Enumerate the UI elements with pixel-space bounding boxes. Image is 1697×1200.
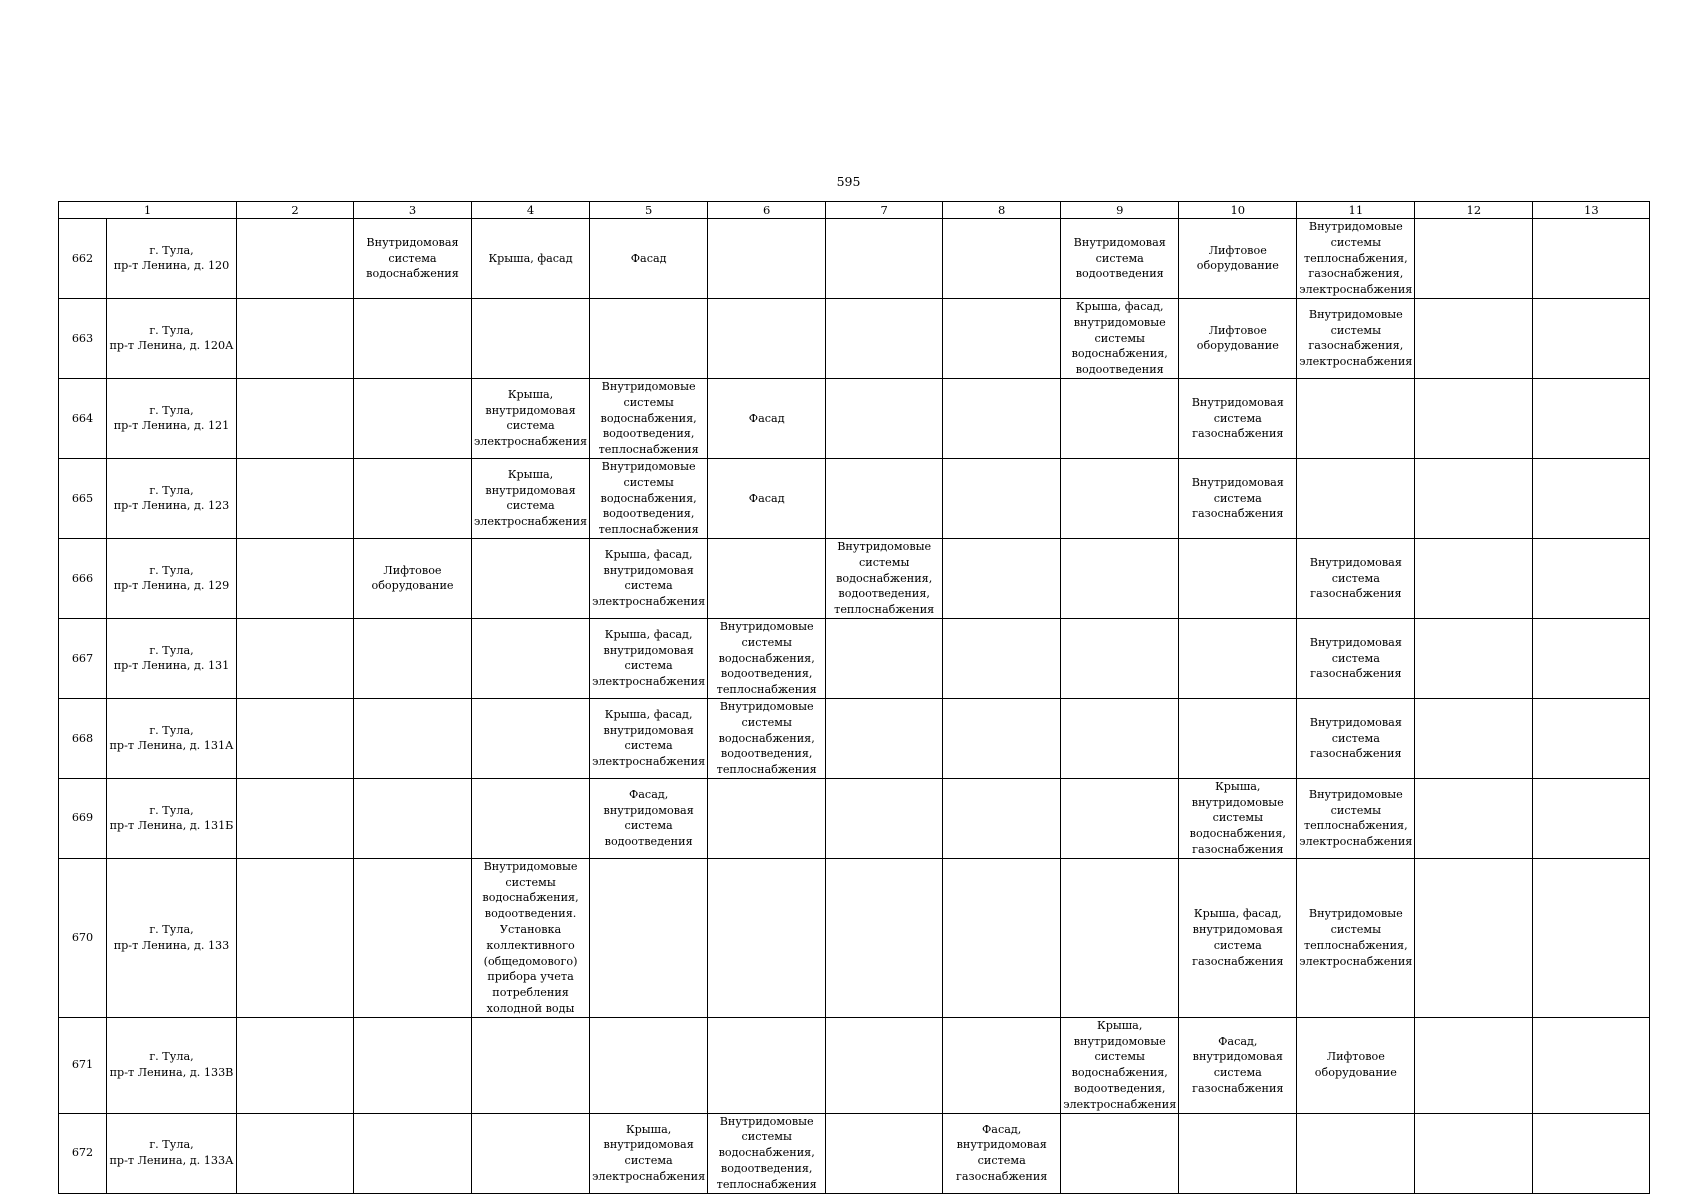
work-cell-col-5 — [590, 298, 708, 378]
work-text: Внутридомовая система газоснабжения — [1309, 715, 1402, 761]
work-cell-col-4 — [472, 858, 590, 1017]
work-cell-col-5 — [590, 698, 708, 778]
work-cell-col-5 — [590, 378, 708, 458]
work-cell-col-6 — [708, 618, 826, 698]
work-text: Фасад, внутридомовая система водоотведения — [603, 787, 694, 849]
work-text: Внутридомовые системы водоснабжения, водоотведения, теплоснабжения — [834, 539, 935, 617]
work-cell-col-10 — [1179, 858, 1297, 1017]
work-cell-col-7 — [826, 778, 943, 858]
row-number-cell: 665 — [59, 458, 107, 538]
column-number-cell: 8 — [943, 202, 1061, 219]
address-cell — [107, 1113, 237, 1193]
work-cell-col-13 — [1533, 538, 1650, 618]
work-cell-col-9 — [1061, 538, 1179, 618]
work-cell-col-11 — [1297, 378, 1415, 458]
work-text: Внутридомовые системы теплоснабжения, электроснабжения — [1299, 907, 1413, 968]
work-text: Внутридомовая система газоснабжения — [1309, 635, 1402, 681]
table-row — [59, 378, 1650, 458]
work-cell-col-8 — [943, 298, 1061, 378]
work-text: Фасад — [748, 491, 785, 505]
work-cell-col-5 — [590, 219, 708, 299]
work-cell-col-3 — [354, 378, 472, 458]
work-text: Фасад, внутридомовая система газоснабжения — [1192, 1034, 1284, 1096]
work-cell-col-6 — [708, 538, 826, 618]
work-cell-col-9 — [1061, 219, 1179, 299]
work-cell-col-4 — [472, 458, 590, 538]
work-text: Внутридомовые системы газоснабжения, электроснабжения — [1299, 307, 1413, 369]
work-cell-col-12 — [1415, 538, 1533, 618]
work-cell-col-12 — [1415, 618, 1533, 698]
work-cell-col-9 — [1061, 378, 1179, 458]
work-cell-col-6 — [708, 1113, 826, 1193]
work-cell-col-11 — [1297, 298, 1415, 378]
work-cell-col-7 — [826, 538, 943, 618]
table-row — [59, 458, 1650, 538]
work-text: Внутридомовая система газоснабжения — [1191, 395, 1284, 441]
work-cell-col-11 — [1297, 698, 1415, 778]
work-cell-col-3 — [354, 538, 472, 618]
address-text: г. Тула, пр-т Ленина, д. 133 — [113, 923, 230, 952]
work-cell-col-5 — [590, 538, 708, 618]
work-cell-col-13 — [1533, 1113, 1650, 1193]
work-cell-col-5 — [590, 1017, 708, 1113]
work-cell-col-5 — [590, 1113, 708, 1193]
work-cell-col-4 — [472, 698, 590, 778]
column-number-cell: 9 — [1061, 202, 1179, 219]
row-number-cell: 666 — [59, 538, 107, 618]
table-row — [59, 1113, 1650, 1193]
work-cell-col-9 — [1061, 698, 1179, 778]
work-text: Внутридомовая система газоснабжения — [1309, 555, 1402, 601]
work-cell-col-8 — [943, 378, 1061, 458]
work-cell-col-2 — [237, 778, 354, 858]
work-cell-col-13 — [1533, 618, 1650, 698]
work-text: Крыша, фасад, внутридомовая система газоснабжения — [1192, 907, 1284, 968]
address-cell — [107, 698, 237, 778]
work-cell-col-8 — [943, 1113, 1061, 1193]
column-number-cell: 10 — [1179, 202, 1297, 219]
work-text: Фасад — [630, 251, 667, 265]
work-cell-col-7 — [826, 298, 943, 378]
work-cell-col-9 — [1061, 778, 1179, 858]
work-cell-col-8 — [943, 458, 1061, 538]
work-text: Внутридомовые системы водоснабжения, водоотведения, теплоснабжения — [716, 1114, 817, 1191]
work-cell-col-12 — [1415, 858, 1533, 1017]
work-cell-col-11 — [1297, 219, 1415, 299]
work-text: Лифтовое оборудование — [1314, 1050, 1397, 1080]
work-cell-col-10 — [1179, 1113, 1297, 1193]
table-row — [59, 778, 1650, 858]
address-text: г. Тула, пр-т Ленина, д. 131Б — [109, 803, 234, 833]
row-number-cell: 671 — [59, 1017, 107, 1113]
work-text: Крыша, фасад, внутридомовая система электроснабжения — [592, 707, 706, 769]
row-number-cell: 669 — [59, 778, 107, 858]
work-cell-col-10 — [1179, 298, 1297, 378]
work-cell-col-4 — [472, 298, 590, 378]
work-cell-col-12 — [1415, 219, 1533, 299]
work-cell-col-2 — [237, 858, 354, 1017]
column-number-cell: 3 — [354, 202, 472, 219]
work-cell-col-2 — [237, 378, 354, 458]
address-cell — [107, 778, 237, 858]
work-cell-col-3 — [354, 219, 472, 299]
row-number-cell: 667 — [59, 618, 107, 698]
work-cell-col-7 — [826, 858, 943, 1017]
work-cell-col-4 — [472, 378, 590, 458]
table-row — [59, 698, 1650, 778]
address-cell — [107, 1017, 237, 1113]
work-cell-col-12 — [1415, 1113, 1533, 1193]
work-text: Внутридомовые системы теплоснабжения, газоснабжения, электроснабжения — [1299, 220, 1413, 297]
column-number-cell: 2 — [237, 202, 354, 219]
table-body — [59, 202, 1650, 1194]
address-cell — [107, 298, 237, 378]
work-cell-col-2 — [237, 538, 354, 618]
address-text: г. Тула, пр-т Ленина, д. 123 — [113, 483, 230, 513]
work-cell-col-9 — [1061, 458, 1179, 538]
work-cell-col-10 — [1179, 778, 1297, 858]
work-cell-col-11 — [1297, 1017, 1415, 1113]
work-cell-col-2 — [237, 458, 354, 538]
work-cell-col-6 — [708, 378, 826, 458]
work-cell-col-5 — [590, 618, 708, 698]
work-cell-col-13 — [1533, 298, 1650, 378]
work-cell-col-8 — [943, 219, 1061, 299]
work-text: Крыша, фасад, внутридомовая система электроснабжения — [592, 627, 706, 689]
work-cell-col-10 — [1179, 458, 1297, 538]
work-cell-col-10 — [1179, 698, 1297, 778]
address-text: г. Тула, пр-т Ленина, д. 133В — [109, 1050, 234, 1080]
column-number-cell: 1 — [59, 202, 237, 219]
work-cell-col-8 — [943, 778, 1061, 858]
work-cell-col-12 — [1415, 458, 1533, 538]
work-text: Крыша, фасад — [488, 251, 573, 265]
work-cell-col-2 — [237, 219, 354, 299]
work-cell-col-11 — [1297, 778, 1415, 858]
work-cell-col-10 — [1179, 378, 1297, 458]
work-cell-col-2 — [237, 618, 354, 698]
work-cell-col-3 — [354, 1113, 472, 1193]
work-cell-col-11 — [1297, 538, 1415, 618]
column-number-cell: 11 — [1297, 202, 1415, 219]
work-text: Внутридомовые системы теплоснабжения, электроснабжения — [1299, 787, 1413, 849]
address-cell — [107, 538, 237, 618]
repair-schedule-table — [58, 201, 1650, 1194]
work-cell-col-7 — [826, 1113, 943, 1193]
address-cell — [107, 378, 237, 458]
work-cell-col-3 — [354, 1017, 472, 1113]
work-cell-col-2 — [237, 1113, 354, 1193]
address-text: г. Тула, пр-т Ленина, д. 133А — [109, 1138, 234, 1168]
work-cell-col-5 — [590, 858, 708, 1017]
column-number-row — [59, 202, 1650, 219]
work-cell-col-7 — [826, 1017, 943, 1113]
work-text: Крыша, фасад, внутридомовая система электроснабжения — [592, 547, 706, 609]
work-cell-col-12 — [1415, 378, 1533, 458]
work-text: Лифтовое оборудование — [371, 563, 454, 593]
work-cell-col-8 — [943, 1017, 1061, 1113]
column-number-cell: 5 — [590, 202, 708, 219]
work-cell-col-6 — [708, 219, 826, 299]
work-cell-col-3 — [354, 458, 472, 538]
address-text: г. Тула, пр-т Ленина, д. 120А — [109, 323, 234, 353]
work-cell-col-5 — [590, 458, 708, 538]
row-number-cell: 664 — [59, 378, 107, 458]
work-cell-col-13 — [1533, 458, 1650, 538]
work-cell-col-8 — [943, 698, 1061, 778]
work-cell-col-12 — [1415, 1017, 1533, 1113]
work-text: Крыша, внутридомовая система электроснабжения — [474, 387, 588, 449]
work-cell-col-6 — [708, 458, 826, 538]
work-text: Крыша, внутридомовые системы водоснабжения, водоотведения, электроснабжения — [1063, 1018, 1177, 1111]
work-text: Внутридомовые системы водоснабжения, водоотведения, теплоснабжения — [716, 699, 817, 777]
work-text: Внутридомовая система газоснабжения — [1191, 475, 1284, 521]
address-cell — [107, 858, 237, 1017]
work-cell-col-8 — [943, 618, 1061, 698]
work-cell-col-7 — [826, 219, 943, 299]
table-row — [59, 618, 1650, 698]
work-cell-col-2 — [237, 298, 354, 378]
work-cell-col-2 — [237, 1017, 354, 1113]
work-text: Фасад, внутридомовая система газоснабжения — [955, 1122, 1048, 1183]
work-cell-col-3 — [354, 858, 472, 1017]
work-cell-col-4 — [472, 538, 590, 618]
work-cell-col-11 — [1297, 858, 1415, 1017]
page-number: 595 — [836, 174, 861, 189]
address-text: г. Тула, пр-т Ленина, д. 131А — [109, 723, 234, 753]
work-cell-col-7 — [826, 698, 943, 778]
work-cell-col-9 — [1061, 618, 1179, 698]
work-cell-col-4 — [472, 219, 590, 299]
table-row — [59, 298, 1650, 378]
work-cell-col-6 — [708, 858, 826, 1017]
address-cell — [107, 458, 237, 538]
row-number-cell: 670 — [59, 858, 107, 1017]
work-text: Лифтовое оборудование — [1196, 323, 1279, 353]
row-number-cell: 662 — [59, 219, 107, 299]
address-text: г. Тула, пр-т Ленина, д. 131 — [113, 643, 230, 673]
work-cell-col-5 — [590, 778, 708, 858]
table-row — [59, 538, 1650, 618]
work-cell-col-10 — [1179, 219, 1297, 299]
work-cell-col-11 — [1297, 1113, 1415, 1193]
work-text: Крыша, внутридомовая система электроснабжения — [592, 1122, 706, 1183]
row-number-cell: 668 — [59, 698, 107, 778]
work-cell-col-8 — [943, 538, 1061, 618]
work-cell-col-13 — [1533, 219, 1650, 299]
column-number-cell: 13 — [1533, 202, 1650, 219]
work-text: Внутридомовая система водоснабжения — [366, 235, 459, 281]
work-text: Лифтовое оборудование — [1196, 243, 1279, 273]
address-text: г. Тула, пр-т Ленина, д. 129 — [113, 563, 230, 593]
work-cell-col-2 — [237, 698, 354, 778]
work-text: Внутридомовые системы водоснабжения, водоотведения, теплоснабжения — [598, 459, 699, 537]
work-cell-col-6 — [708, 298, 826, 378]
work-cell-col-4 — [472, 1017, 590, 1113]
address-text: г. Тула, пр-т Ленина, д. 120 — [113, 243, 230, 273]
work-cell-col-9 — [1061, 298, 1179, 378]
address-cell — [107, 219, 237, 299]
work-text: Крыша, внутридомовые системы водоснабжения, газоснабжения — [1189, 779, 1286, 857]
work-cell-col-3 — [354, 298, 472, 378]
work-cell-col-6 — [708, 778, 826, 858]
work-cell-col-11 — [1297, 618, 1415, 698]
work-cell-col-6 — [708, 1017, 826, 1113]
work-cell-col-8 — [943, 858, 1061, 1017]
work-text: Крыша, внутридомовая система электроснабжения — [474, 467, 588, 529]
column-number-cell: 4 — [472, 202, 590, 219]
work-cell-col-12 — [1415, 298, 1533, 378]
work-cell-col-10 — [1179, 618, 1297, 698]
work-cell-col-10 — [1179, 538, 1297, 618]
work-cell-col-3 — [354, 778, 472, 858]
work-text: Внутридомовые системы водоснабжения, водоотведения. Установка коллективного (общедомового) прибора учета потребления холодной воды — [482, 859, 579, 1016]
address-text: г. Тула, пр-т Ленина, д. 121 — [113, 403, 230, 433]
work-cell-col-3 — [354, 698, 472, 778]
work-cell-col-3 — [354, 618, 472, 698]
work-cell-col-9 — [1061, 858, 1179, 1017]
work-cell-col-7 — [826, 458, 943, 538]
work-cell-col-10 — [1179, 1017, 1297, 1113]
work-text: Крыша, фасад, внутридомовые системы водоснабжения, водоотведения — [1071, 299, 1168, 377]
work-cell-col-4 — [472, 618, 590, 698]
work-cell-col-12 — [1415, 778, 1533, 858]
work-cell-col-7 — [826, 378, 943, 458]
work-cell-col-13 — [1533, 378, 1650, 458]
table-row — [59, 219, 1650, 299]
work-cell-col-13 — [1533, 858, 1650, 1017]
table-row — [59, 1017, 1650, 1113]
work-text: Фасад — [748, 411, 785, 425]
column-number-cell: 6 — [708, 202, 826, 219]
work-cell-col-4 — [472, 778, 590, 858]
column-number-cell: 7 — [826, 202, 943, 219]
address-cell — [107, 618, 237, 698]
table-row — [59, 858, 1650, 1017]
work-cell-col-7 — [826, 618, 943, 698]
work-cell-col-6 — [708, 698, 826, 778]
work-cell-col-9 — [1061, 1017, 1179, 1113]
column-number-cell: 12 — [1415, 202, 1533, 219]
work-cell-col-13 — [1533, 778, 1650, 858]
work-cell-col-12 — [1415, 698, 1533, 778]
work-text: Внутридомовая система водоотведения — [1073, 235, 1166, 281]
work-cell-col-13 — [1533, 1017, 1650, 1113]
work-text: Внутридомовые системы водоснабжения, водоотведения, теплоснабжения — [716, 619, 817, 697]
work-cell-col-9 — [1061, 1113, 1179, 1193]
row-number-cell: 672 — [59, 1113, 107, 1193]
work-text: Внутридомовые системы водоснабжения, водоотведения, теплоснабжения — [598, 379, 699, 457]
work-cell-col-4 — [472, 1113, 590, 1193]
work-cell-col-13 — [1533, 698, 1650, 778]
work-cell-col-11 — [1297, 458, 1415, 538]
row-number-cell: 663 — [59, 298, 107, 378]
